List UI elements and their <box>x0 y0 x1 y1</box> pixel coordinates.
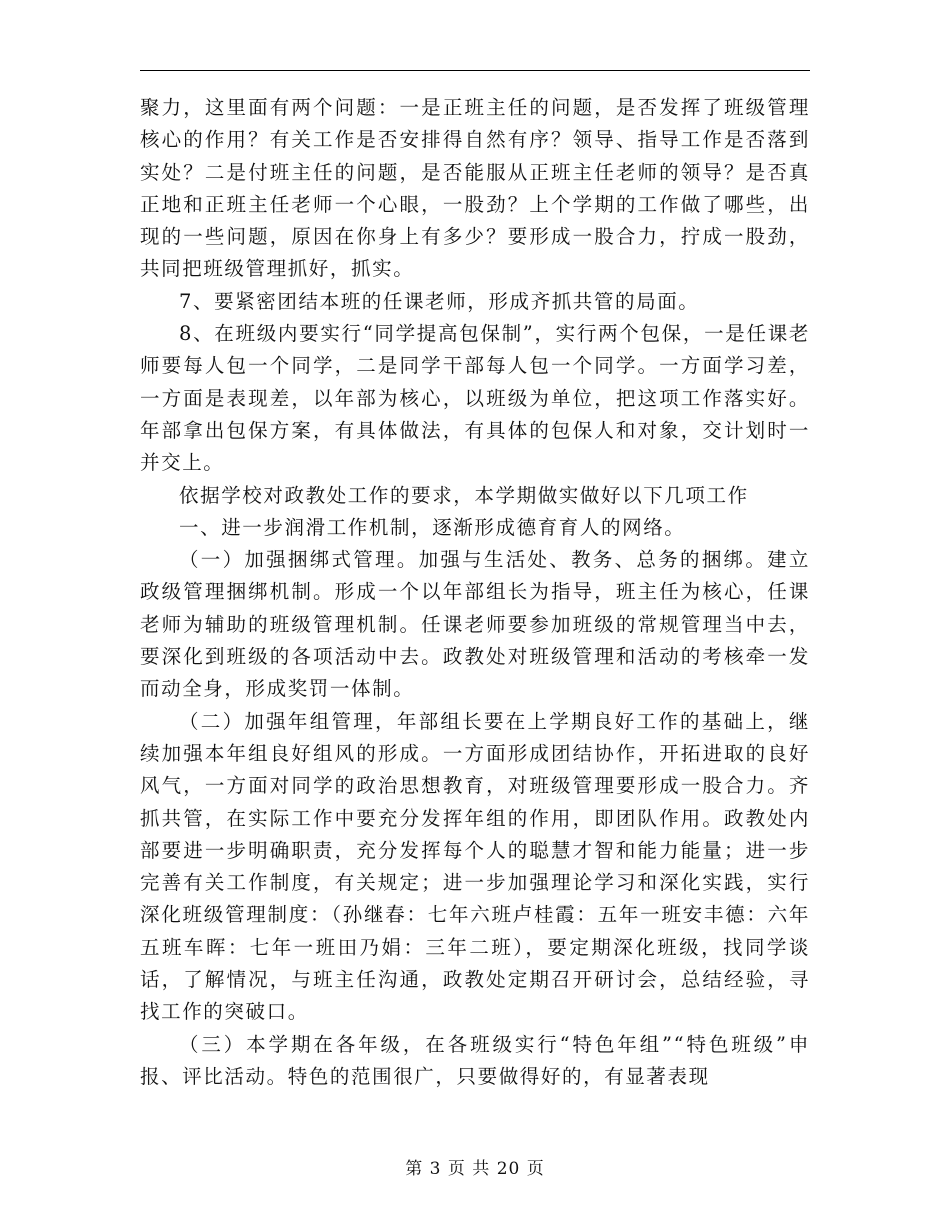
paragraph-subsection-1: （一）加强捆绑式管理。加强与生活处、教务、总务的捆绑。建立政级管理捆绑机制。形成一个以年部组长为指导，班主任为核心，任课老师为辅助的班级管理机制。任课老师要参加班级的常规管理当中去，要深化到班级的各项活动中去。政教处对班级管理和活动的考核牵一发而动全身，形成奖罚一体制。 <box>140 548 810 701</box>
paragraph-item-8: 8、在班级内要实行“同学提高包保制”，实行两个包保，一是任课老师要每人包一个同学，二是同学干部每人包一个同学。一方面学习差，一方面是表现差，以年部为核心，以班级为单位，把这项工作落实好。年部拿出包保方案，有具体做法，有具体的包保人和对象，交计划时一并交上。 <box>140 322 810 475</box>
paragraph-item-7: 7、要紧密团结本班的任课老师，形成齐抓共管的局面。 <box>179 289 700 313</box>
page-footer: 第 3 页 共 20 页 <box>405 1159 545 1179</box>
paragraph-continuation: 聚力，这里面有两个问题：一是正班主任的问题，是否发挥了班级管理核心的作用？有关工作是否安排得自然有序？领导、指导工作是否落到实处？二是付班主任的问题，是否能服从正班主任老师的领导？是否真正地和正班主任老师一个心眼，一股劲？上个学期的工作做了哪些，出现的一些问题，原因在你身上有多少？要形成一股合力，拧成一股劲，共同把班级管理抓好，抓实。 <box>140 96 810 281</box>
section-heading-1: 一、进一步润滑工作机制，逐渐形成德育育人的网络。 <box>179 515 686 539</box>
paragraph-intro: 依据学校对政教处工作的要求，本学期做实做好以下几项工作 <box>179 483 749 507</box>
body-text <box>140 92 810 1093</box>
paragraph-subsection-2: （二）加强年组管理，年部组长要在上学期良好工作的基础上，继续加强本年组良好组风的形成。一方面形成团结协作，开拓进取的良好风气，一方面对同学的政治思想教育，对班级管理要形成一股合力。齐抓共管，在实际工作中要充分发挥年组的作用，即团队作用。政教处内部要进一步明确职责，充分发挥每个人的聪慧才智和能力能量；进一步完善有关工作制度，有关规定；进一步加强理论学习和深化实践，实行深化班级管理制度：（孙继春：七年六班卢桂霞：五年一班安丰德：六年五班车晖：七年一班田乃娟：三年二班），要定期深化班级，找同学谈话，了解情况，与班主任沟通，政教处定期召开研讨会，总结经验，寻找工作的突破口。 <box>140 709 810 1024</box>
header-rule <box>140 70 810 71</box>
paragraph-subsection-3: （三）本学期在各年级，在各班级实行“特色年组”“特色班级”申报、评比活动。特色的范围很广，只要做得好的，有显著表现 <box>140 1032 810 1088</box>
